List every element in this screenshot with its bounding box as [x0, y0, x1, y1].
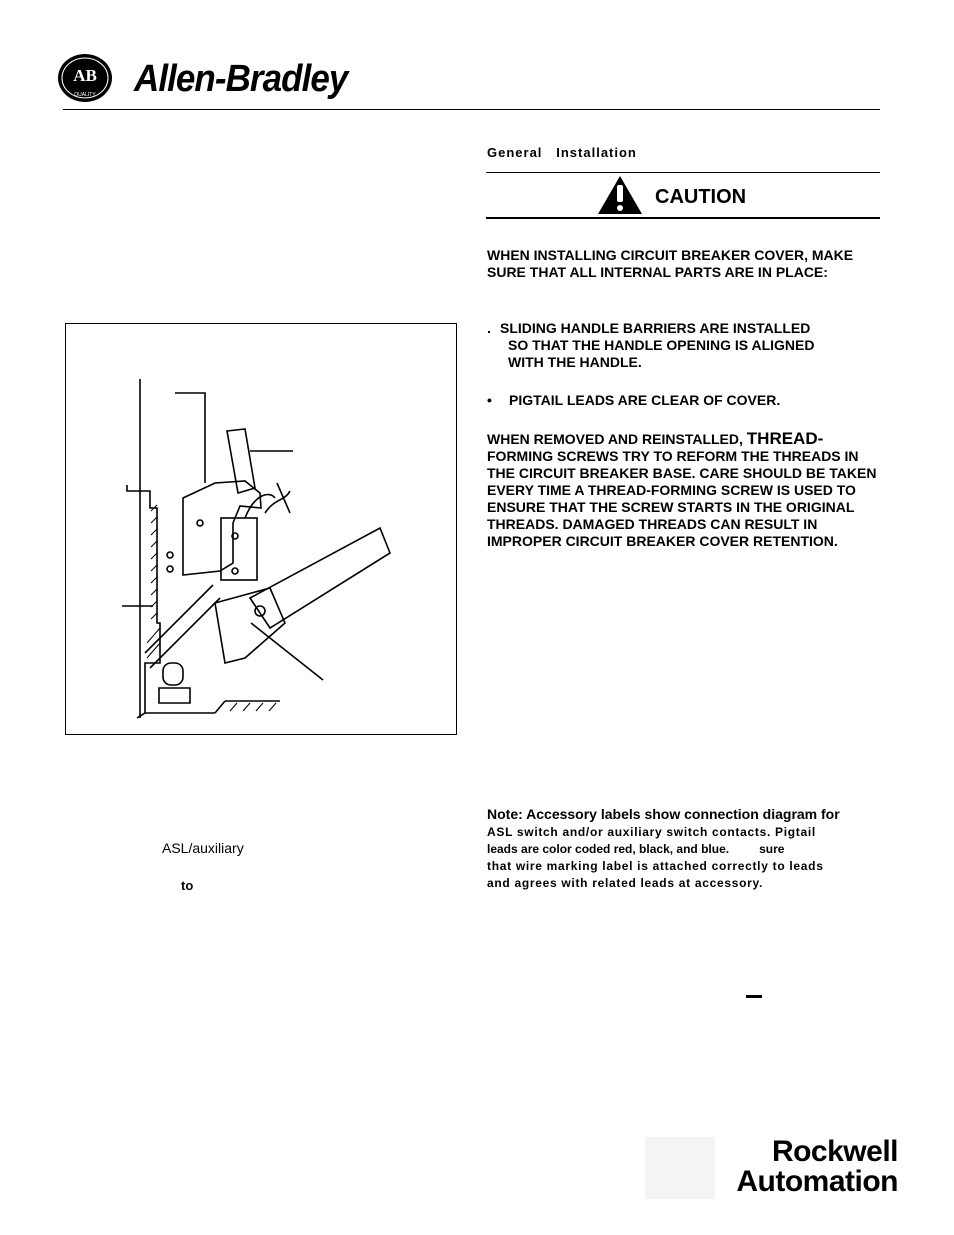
note-line: and agrees with related leads at accessory.	[487, 876, 763, 890]
seal-letters: AB	[73, 66, 97, 85]
dash-mark	[746, 995, 762, 998]
note-line: leads are color coded red, black, and blue. sure	[487, 842, 785, 856]
bullet: •	[487, 392, 492, 408]
line: SLIDING HANDLE BARRIERS ARE INSTALLED	[500, 320, 811, 336]
caution-rule-bottom	[486, 217, 880, 219]
caution-label: CAUTION	[655, 186, 747, 208]
caution-rule-top	[486, 172, 880, 173]
note-line: that wire marking label is attached correctly to leads	[487, 859, 824, 873]
section-title: General Installation	[487, 145, 637, 160]
para-start: WHEN REMOVED AND REINSTALLED,	[487, 431, 747, 447]
to-fragment: to	[181, 878, 194, 893]
line: SO THAT THE HANDLE OPENING IS ALIGNED	[508, 337, 815, 353]
logo-line: Rockwell	[771, 1135, 898, 1168]
note-body	[487, 824, 877, 892]
breaker-mechanism-drawing	[65, 323, 457, 735]
bullet: .	[487, 320, 491, 336]
rockwell-automation-logo	[648, 1137, 898, 1197]
line: WITH THE HANDLE.	[508, 354, 642, 370]
note-title: Note: Accessory labels show connection diagram for	[487, 806, 840, 822]
thread-forming-paragraph	[487, 430, 877, 550]
warning-triangle-icon	[597, 175, 643, 215]
brand-name: Allen-Bradley	[134, 58, 348, 100]
seal-sub: QUALITY	[74, 92, 96, 98]
para-rest: FORMING SCREWS TRY TO REFORM THE THREADS IN THE CIRCUIT BREAKER BASE. CARE SHOULD BE TAKEN EVERY TIME A THREAD-FORMING SCREW IS USED TO ENSURE THAT THE SCREW STARTS IN THE ORIGINAL THREADS. DAMAGED THREADS CAN RESULT IN IMPROPER CIRCUIT BREAKER COVER RETENTION.	[487, 448, 877, 549]
asl-fragment: ASL/auxiliary	[162, 840, 244, 856]
caution-intro: WHEN INSTALLING CIRCUIT BREAKER COVER, MAKE SURE THAT ALL INTERNAL PARTS ARE IN PLACE:	[487, 247, 854, 280]
allen-bradley-seal-icon	[57, 53, 113, 103]
caution-item-text	[500, 320, 870, 371]
caution-item-text: PIGTAIL LEADS ARE CLEAR OF COVER.	[509, 392, 781, 408]
para-big: THREAD-	[746, 429, 824, 448]
header-rule	[63, 109, 880, 110]
logo-line: Automation	[736, 1165, 898, 1198]
note-line: ASL switch and/or auxiliary switch contacts. Pigtail	[487, 825, 816, 839]
